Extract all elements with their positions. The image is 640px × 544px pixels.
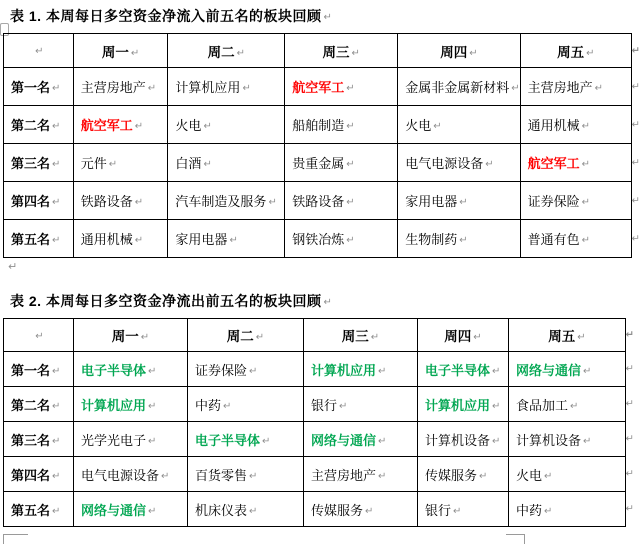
sector-cell	[73, 68, 168, 106]
end-of-cell-mark: ↵	[249, 365, 258, 377]
sector-name: 机床仪表	[195, 502, 248, 518]
end-of-cell-mark: ↵	[148, 435, 157, 447]
sector-cell	[285, 68, 398, 106]
sector-name: 钢铁冶炼	[292, 232, 345, 247]
sector-name: 主营房地产	[311, 467, 377, 483]
end-of-cell-mark: ↵	[570, 400, 579, 412]
sector-cell	[418, 422, 509, 457]
sector-name: 航空军工	[80, 118, 133, 133]
sector-name: 金属非金属新材料	[405, 80, 510, 95]
sector-name: 传媒服务	[425, 467, 478, 483]
sector-name: 汽车制造及服务	[175, 194, 267, 209]
end-of-cell-mark: ↵	[351, 47, 360, 59]
rank-label-cell	[4, 68, 74, 106]
day-header-cell	[73, 34, 168, 68]
sector-name: 铁路设备	[292, 194, 345, 209]
end-of-cell-mark: ↵	[236, 47, 246, 59]
sector-name: 计算机设备	[516, 432, 582, 448]
end-of-cell-mark: ↵	[581, 159, 591, 170]
end-of-cell-mark: ↵	[479, 470, 488, 482]
sector-name: 白酒	[175, 156, 202, 171]
sector-name: 贵重金属	[292, 156, 345, 171]
end-of-cell-mark: ↵	[268, 197, 277, 208]
end-of-cell-mark: ↵	[544, 470, 553, 482]
header-row	[4, 319, 626, 352]
rank-label-cell	[4, 352, 74, 387]
sector-cell	[74, 492, 188, 527]
sector-name: 计算机应用	[81, 397, 147, 413]
sector-cell	[168, 144, 285, 182]
rank-row	[4, 182, 632, 220]
sector-name: 计算机应用	[311, 362, 377, 378]
sector-cell	[520, 182, 640, 220]
end-of-cell-mark: ↵	[346, 121, 355, 132]
sector-name: 航空军工	[527, 156, 580, 171]
sector-cell	[188, 492, 304, 527]
end-of-cell-mark: ↵	[52, 197, 61, 208]
sector-name: 航空军工	[292, 80, 345, 95]
end-of-cell-mark: ↵	[473, 332, 482, 343]
sector-cell	[520, 106, 640, 144]
end-of-cell-mark: ↵	[492, 435, 501, 447]
sector-cell	[73, 220, 168, 258]
end-of-cell-mark: ↵	[346, 235, 355, 246]
end-of-cell-mark: ↵	[577, 332, 586, 343]
end-of-cell-mark: ↵	[485, 159, 494, 170]
end-of-row-mark: ↵	[625, 433, 634, 445]
end-of-cell-mark: ↵	[108, 159, 118, 170]
day-header-label: 周五	[557, 44, 585, 60]
paragraph-mark: ↵	[323, 297, 333, 308]
end-of-cell-mark: ↵	[492, 400, 501, 412]
end-of-row-mark: ↵	[625, 468, 634, 480]
rank-label-cell	[4, 422, 74, 457]
sector-cell	[520, 144, 640, 182]
end-of-cell-mark: ↵	[148, 400, 157, 412]
end-of-cell-mark: ↵	[203, 159, 212, 170]
sector-name: 主营房地产	[527, 80, 593, 95]
end-of-cell-mark: ↵	[433, 121, 442, 132]
sector-cell	[398, 68, 520, 106]
end-of-cell-mark: ↵	[339, 400, 348, 412]
end-of-row-mark: ↵	[631, 195, 640, 206]
end-of-cell-mark: ↵	[594, 83, 604, 94]
end-of-cell-mark: ↵	[581, 121, 591, 132]
sector-name: 证券保险	[527, 194, 580, 209]
sector-cell	[398, 106, 520, 144]
sector-name: 百货零售	[195, 467, 248, 483]
sector-cell	[188, 422, 304, 457]
sector-cell	[520, 68, 640, 106]
end-of-cell-mark: ↵	[148, 365, 157, 377]
sector-cell	[73, 106, 168, 144]
end-of-cell-mark: ↵	[378, 470, 387, 482]
sector-cell	[285, 220, 398, 258]
end-of-cell-mark: ↵	[229, 235, 238, 246]
sector-cell	[73, 182, 168, 220]
sector-cell	[418, 492, 509, 527]
end-of-cell-mark: ↵	[581, 197, 591, 208]
end-of-cell-mark: ↵	[459, 197, 468, 208]
end-of-cell-mark: ↵	[130, 47, 140, 59]
day-header-cell	[520, 34, 640, 68]
sector-name: 生物制药	[405, 232, 458, 247]
sector-cell	[285, 144, 398, 182]
sector-name: 中药	[516, 502, 543, 518]
sector-cell	[398, 144, 520, 182]
rank-row	[4, 352, 626, 387]
table1-title	[10, 6, 332, 26]
paragraph-mark: ↵	[323, 12, 333, 23]
end-of-row-mark: ↵	[631, 45, 640, 56]
end-of-cell-mark: ↵	[378, 435, 387, 447]
end-of-cell-mark: ↵	[35, 46, 44, 57]
end-of-row-mark: ↵	[625, 329, 634, 341]
day-header-cell	[418, 319, 509, 352]
sector-name: 电气电源设备	[81, 467, 160, 483]
day-header-cell	[74, 319, 188, 352]
end-of-cell-mark: ↵	[52, 400, 61, 412]
sector-name: 电子半导体	[81, 362, 147, 378]
sector-cell	[418, 457, 509, 492]
end-of-cell-mark: ↵	[378, 365, 387, 377]
day-header-label: 周二	[226, 329, 254, 344]
rank-row	[4, 106, 632, 144]
sector-cell	[285, 182, 398, 220]
day-header-label: 周三	[341, 329, 369, 344]
end-of-cell-mark: ↵	[346, 197, 355, 208]
end-of-row-mark: ↵	[625, 363, 634, 375]
sector-cell	[73, 144, 168, 182]
day-header-cell	[188, 319, 304, 352]
rank-row	[4, 422, 626, 457]
end-of-cell-mark: ↵	[255, 332, 265, 343]
end-of-cell-mark: ↵	[134, 197, 144, 208]
end-of-cell-mark: ↵	[469, 47, 478, 59]
end-of-cell-mark: ↵	[134, 121, 144, 132]
table2-title	[10, 291, 332, 311]
rank-label-cell	[4, 220, 74, 258]
end-of-cell-mark: ↵	[492, 365, 501, 377]
sector-cell	[304, 352, 418, 387]
end-of-cell-mark: ↵	[52, 121, 61, 132]
sector-name: 家用电器	[175, 232, 228, 247]
sector-cell	[509, 492, 634, 527]
table2-title-text: 表 2. 本周每日多空资金净流出前五名的板块回顾	[10, 293, 322, 309]
rank-row	[4, 144, 632, 182]
sector-cell	[74, 457, 188, 492]
end-of-cell-mark: ↵	[511, 83, 520, 94]
sector-name: 计算机应用	[425, 397, 491, 413]
rank-row	[4, 220, 632, 258]
end-of-cell-mark: ↵	[242, 83, 251, 94]
end-of-cell-mark: ↵	[370, 332, 380, 343]
day-header-label: 周三	[322, 44, 350, 60]
end-of-cell-mark: ↵	[346, 159, 355, 170]
end-of-cell-mark: ↵	[346, 83, 355, 94]
end-of-cell-mark: ↵	[583, 435, 592, 447]
sector-cell	[509, 457, 634, 492]
end-of-row-mark: ↵	[625, 398, 634, 410]
sector-name: 食品加工	[516, 397, 569, 413]
end-of-cell-mark: ↵	[365, 505, 374, 517]
sector-name: 船舶制造	[292, 118, 345, 133]
sector-name: 证券保险	[195, 362, 248, 378]
end-of-cell-mark: ↵	[52, 470, 61, 482]
end-of-cell-mark: ↵	[52, 505, 61, 517]
end-of-cell-mark: ↵	[52, 435, 61, 447]
day-header-label: 周一	[111, 329, 139, 344]
rank-label-cell	[4, 387, 74, 422]
rank-label: 第四名	[11, 467, 51, 483]
day-header-label: 周四	[440, 44, 468, 60]
rank-label: 第三名	[11, 432, 51, 448]
rank-label: 第三名	[11, 156, 51, 171]
end-of-cell-mark: ↵	[52, 159, 61, 170]
end-of-row-mark: ↵	[631, 157, 640, 168]
end-of-cell-mark: ↵	[586, 47, 595, 59]
end-of-cell-mark: ↵	[223, 400, 232, 412]
day-header-label: 周一	[101, 44, 129, 60]
sector-cell	[168, 68, 285, 106]
sector-cell	[74, 422, 188, 457]
sector-name: 电子半导体	[425, 362, 491, 378]
end-of-cell-mark: ↵	[453, 505, 462, 517]
sector-cell	[509, 352, 634, 387]
rank-label: 第五名	[11, 232, 51, 247]
sector-name: 网络与通信	[516, 362, 582, 378]
end-of-cell-mark: ↵	[249, 470, 258, 482]
end-of-cell-mark: ↵	[148, 505, 157, 517]
rank-label: 第一名	[11, 362, 51, 378]
day-header-cell	[304, 319, 418, 352]
sector-cell	[188, 457, 304, 492]
sector-cell	[304, 387, 418, 422]
end-of-cell-mark: ↵	[581, 235, 591, 246]
sector-cell	[509, 422, 634, 457]
sector-cell	[520, 220, 640, 258]
end-of-row-mark: ↵	[631, 81, 640, 92]
sector-name: 通用机械	[80, 232, 133, 247]
rank-row	[4, 387, 626, 422]
rank-row	[4, 492, 626, 527]
sector-cell	[304, 422, 418, 457]
sector-cell	[188, 387, 304, 422]
sector-name: 通用机械	[527, 118, 580, 133]
rank-label-cell	[4, 144, 74, 182]
sector-cell	[304, 457, 418, 492]
sector-name: 火电	[516, 467, 543, 483]
sector-cell	[168, 220, 285, 258]
rank-row	[4, 457, 626, 492]
sector-cell	[398, 220, 520, 258]
sector-name: 计算机设备	[425, 432, 491, 448]
rank-label: 第二名	[11, 397, 51, 413]
sector-name: 银行	[311, 397, 338, 413]
sector-cell	[188, 352, 304, 387]
sector-cell	[285, 106, 398, 144]
corner-header-cell	[4, 319, 74, 352]
day-header-label: 周二	[207, 44, 235, 60]
empty-paragraph-mark: ↵	[8, 261, 18, 273]
sector-name: 火电	[405, 118, 432, 133]
sector-name: 中药	[195, 397, 222, 413]
sector-cell	[398, 182, 520, 220]
end-of-row-mark: ↵	[631, 233, 640, 244]
text-boundary-corner-left	[3, 534, 28, 544]
end-of-cell-mark: ↵	[544, 505, 553, 517]
outflow-table	[3, 318, 634, 527]
rank-label: 第二名	[11, 118, 51, 133]
rank-label-cell	[4, 492, 74, 527]
sector-cell	[168, 106, 285, 144]
sector-name: 光学光电子	[81, 432, 147, 448]
sector-name: 电子半导体	[195, 432, 261, 448]
end-of-cell-mark: ↵	[147, 83, 157, 94]
rank-label: 第一名	[11, 80, 51, 95]
day-header-label: 周四	[444, 329, 472, 344]
sector-name: 家用电器	[405, 194, 458, 209]
end-of-cell-mark: ↵	[262, 435, 271, 447]
day-header-label: 周五	[548, 329, 576, 344]
inflow-table	[3, 33, 640, 258]
sector-name: 网络与通信	[81, 502, 147, 518]
day-header-cell	[168, 34, 285, 68]
end-of-cell-mark: ↵	[140, 332, 150, 343]
rank-label-cell	[4, 106, 74, 144]
sector-name: 传媒服务	[311, 502, 364, 518]
end-of-row-mark: ↵	[631, 119, 640, 130]
rank-label-cell	[4, 182, 74, 220]
sector-name: 元件	[80, 156, 107, 171]
end-of-cell-mark: ↵	[35, 330, 44, 342]
sector-name: 银行	[425, 502, 452, 518]
sector-cell	[304, 492, 418, 527]
text-boundary-corner-right	[506, 534, 525, 544]
sector-cell	[418, 352, 509, 387]
header-row	[4, 34, 632, 68]
end-of-cell-mark: ↵	[203, 121, 212, 132]
day-header-cell	[509, 319, 634, 352]
end-of-cell-mark: ↵	[52, 235, 61, 246]
sector-cell	[168, 182, 285, 220]
rank-row	[4, 68, 632, 106]
end-of-cell-mark: ↵	[161, 470, 170, 482]
table1-title-text: 表 1. 本周每日多空资金净流入前五名的板块回顾	[10, 8, 322, 24]
sector-name: 火电	[175, 118, 202, 133]
end-of-cell-mark: ↵	[52, 365, 61, 377]
rank-label: 第四名	[11, 194, 51, 209]
end-of-cell-mark: ↵	[52, 83, 61, 94]
sector-name: 铁路设备	[80, 194, 133, 209]
sector-name: 电气电源设备	[405, 156, 484, 171]
sector-name: 计算机应用	[175, 80, 241, 95]
corner-header-cell	[4, 34, 74, 68]
sector-name: 主营房地产	[80, 80, 146, 95]
sector-name: 网络与通信	[311, 432, 377, 448]
rank-label-cell	[4, 457, 74, 492]
sector-cell	[418, 387, 509, 422]
day-header-cell	[285, 34, 398, 68]
end-of-cell-mark: ↵	[583, 365, 592, 377]
end-of-cell-mark: ↵	[459, 235, 468, 246]
sector-name: 普通有色	[527, 232, 580, 247]
rank-label: 第五名	[11, 502, 51, 518]
sector-cell	[74, 352, 188, 387]
end-of-row-mark: ↵	[625, 503, 634, 515]
sector-cell	[74, 387, 188, 422]
day-header-cell	[398, 34, 520, 68]
end-of-cell-mark: ↵	[249, 505, 258, 517]
sector-cell	[509, 387, 634, 422]
end-of-cell-mark: ↵	[134, 235, 144, 246]
